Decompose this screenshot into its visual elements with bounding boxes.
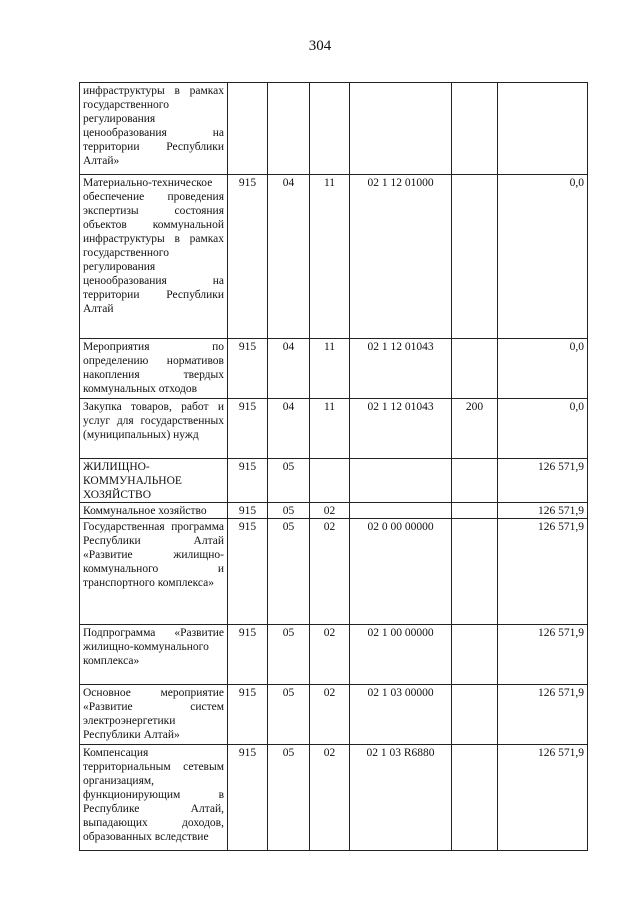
row-name-cell: Основное мероприятие «Развитие систем электроэнергетики Республики Алтай» — [80, 685, 228, 745]
target-article-cell: 02 1 00 00000 — [350, 625, 452, 685]
row-name-cell: Компенсация территориальным сетевым организациям, функционирующим в Республике Алтай, выпадающих доходов, образованных вследствие — [80, 745, 228, 851]
subsection-cell: 02 — [310, 685, 350, 745]
admin-code-cell: 915 — [228, 399, 268, 459]
subsection-cell: 11 — [310, 339, 350, 399]
row-name-cell: Материально-техническое обеспечение проведения экспертизы состояния объектов коммунальной инфраструктуры в рамках государственного регулирования ценообразования на территории Республики Алтай — [80, 175, 228, 339]
amount-cell: 126 571,9 — [498, 519, 588, 625]
expense-type-cell — [452, 685, 498, 745]
subsection-cell — [310, 83, 350, 175]
target-article-cell — [350, 83, 452, 175]
expense-type-cell — [452, 503, 498, 519]
table-row — [80, 83, 588, 175]
section-cell: 04 — [268, 175, 310, 339]
table-row — [80, 745, 588, 851]
row-name-cell: ЖИЛИЩНО-КОММУНАЛЬНОЕ ХОЗЯЙСТВО — [80, 459, 228, 503]
row-name-cell: Подпрограмма «Развитие жилищно-коммунального комплекса» — [80, 625, 228, 685]
amount-cell — [498, 83, 588, 175]
expense-type-cell — [452, 175, 498, 339]
target-article-cell: 02 1 12 01043 — [350, 399, 452, 459]
section-cell: 05 — [268, 459, 310, 503]
admin-code-cell: 915 — [228, 459, 268, 503]
expense-type-cell — [452, 745, 498, 851]
target-article-cell — [350, 459, 452, 503]
amount-cell: 126 571,9 — [498, 503, 588, 519]
table-row — [80, 399, 588, 459]
admin-code-cell: 915 — [228, 519, 268, 625]
table-row — [80, 459, 588, 503]
page-number: 304 — [308, 38, 332, 54]
target-article-cell: 02 1 03 R6880 — [350, 745, 452, 851]
section-cell: 05 — [268, 685, 310, 745]
subsection-cell: 02 — [310, 745, 350, 851]
admin-code-cell: 915 — [228, 625, 268, 685]
budget-table — [79, 82, 588, 851]
subsection-cell: 11 — [310, 175, 350, 339]
expense-type-cell — [452, 83, 498, 175]
table-row — [80, 625, 588, 685]
table-row — [80, 339, 588, 399]
subsection-cell — [310, 459, 350, 503]
admin-code-cell: 915 — [228, 175, 268, 339]
expense-type-cell — [452, 625, 498, 685]
amount-cell: 0,0 — [498, 175, 588, 339]
admin-code-cell: 915 — [228, 745, 268, 851]
amount-cell: 126 571,9 — [498, 745, 588, 851]
subsection-cell: 02 — [310, 625, 350, 685]
section-cell — [268, 83, 310, 175]
admin-code-cell — [228, 83, 268, 175]
section-cell: 05 — [268, 503, 310, 519]
subsection-cell: 11 — [310, 399, 350, 459]
table-row — [80, 519, 588, 625]
amount-cell: 126 571,9 — [498, 459, 588, 503]
admin-code-cell: 915 — [228, 339, 268, 399]
section-cell: 05 — [268, 625, 310, 685]
row-name-cell: Мероприятия по определению нормативов накопления твердых коммунальных отходов — [80, 339, 228, 399]
target-article-cell: 02 0 00 00000 — [350, 519, 452, 625]
expense-type-cell: 200 — [452, 399, 498, 459]
section-cell: 05 — [268, 519, 310, 625]
target-article-cell: 02 1 03 00000 — [350, 685, 452, 745]
amount-cell: 126 571,9 — [498, 685, 588, 745]
admin-code-cell: 915 — [228, 685, 268, 745]
amount-cell: 0,0 — [498, 399, 588, 459]
admin-code-cell: 915 — [228, 503, 268, 519]
target-article-cell: 02 1 12 01043 — [350, 339, 452, 399]
table-row — [80, 175, 588, 339]
subsection-cell: 02 — [310, 519, 350, 625]
expense-type-cell — [452, 519, 498, 625]
target-article-cell — [350, 503, 452, 519]
table-row — [80, 503, 588, 519]
table-row — [80, 685, 588, 745]
section-cell: 04 — [268, 399, 310, 459]
section-cell: 04 — [268, 339, 310, 399]
row-name-cell: Коммунальное хозяйство — [80, 503, 228, 519]
row-name-cell: Закупка товаров, работ и услуг для государственных (муниципальных) нужд — [80, 399, 228, 459]
section-cell: 05 — [268, 745, 310, 851]
amount-cell: 0,0 — [498, 339, 588, 399]
row-name-cell: инфраструктуры в рамках государственного регулирования ценообразования на территории Республики Алтай» — [80, 83, 228, 175]
target-article-cell: 02 1 12 01000 — [350, 175, 452, 339]
subsection-cell: 02 — [310, 503, 350, 519]
amount-cell: 126 571,9 — [498, 625, 588, 685]
expense-type-cell — [452, 339, 498, 399]
expense-type-cell — [452, 459, 498, 503]
row-name-cell: Государственная программа Республики Алтай «Развитие жилищно-коммунального и транспортного комплекса» — [80, 519, 228, 625]
